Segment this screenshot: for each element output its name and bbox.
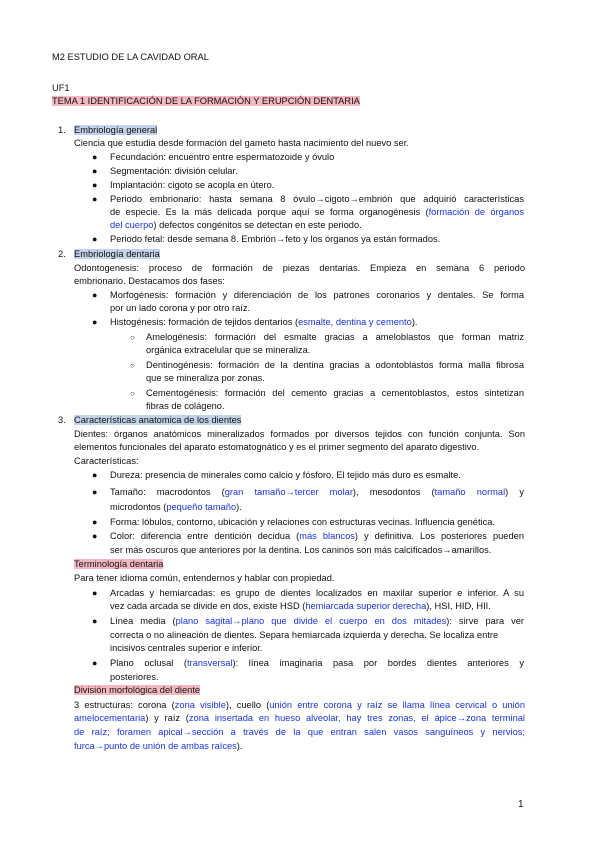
text-run: Línea media ( [110, 616, 176, 626]
division-line2 [74, 712, 525, 725]
section-1-intro: Ciencia que estudia desde formación del gameto hasta nacimiento del nuevo ser. [74, 138, 409, 148]
bullet-icon: ● [92, 317, 98, 327]
text-run: vez cada arcada se divide en dos, existe HSD ( [110, 601, 306, 611]
term-arcadas-line2 [110, 600, 491, 613]
s3-tamano-line1 [110, 486, 524, 499]
s1-item-embrionario-line1: Periodo embrionario: hasta semana 8 óvulo→cigoto→embrión que adquirió características [110, 194, 524, 204]
division-line4 [74, 740, 242, 753]
text-run: Histogénesis: formación de tejidos dentarios ( [110, 317, 299, 327]
note-text: gran tamaño→tercer molar [224, 487, 353, 497]
note-text: zona insertada en hueso alveolar, hay tres zonas, el ápice→zona terminal [188, 713, 525, 723]
s1-item-embrionario-line3 [110, 219, 362, 232]
bullet-icon: ● [92, 588, 98, 598]
bullet-icon: ● [92, 531, 98, 541]
note-text: furca→punto de unión de ambas raíces [74, 741, 237, 751]
text-run: ) y definitiva. Los posteriores pueden [354, 531, 524, 541]
text-run: ), HSI, HID, HII. [426, 601, 491, 611]
s3-paragraph-line3: Características: [74, 456, 139, 466]
note-text: hemiarcada superior derecha [305, 601, 427, 611]
text-run: ): línea imaginaria pasa por bordes dientes anteriores y [232, 658, 524, 668]
text-run: microdontos ( [110, 502, 167, 512]
s2-paragraph-line1: Odontogenesis: proceso de formación de piezas dentarias. Empieza en semana 6 periodo [74, 263, 525, 273]
tema-heading [52, 95, 360, 108]
bullet-icon: ● [92, 234, 98, 244]
text-run: Color: diferencia entre dentición decidua ( [110, 531, 300, 541]
s3-paragraph-line2: elementos funcionales del aparato estomatognático y es el primer segmento del aparato digestivo. [74, 442, 480, 452]
bullet-icon: ● [92, 194, 98, 204]
s3-color-line2: ser más oscuros que anteriores por la dentina. Los caninos son más calcificados→amarillos. [110, 545, 492, 555]
note-text: esmalte, dentina y cemento [298, 317, 412, 327]
term-arcadas-line1: Arcadas y hemiarcadas: es grupo de dientes localizados en maxilar superior e inferior. A su [110, 588, 524, 598]
section-1-number: 1. [58, 125, 66, 135]
note-text: transversal [187, 658, 233, 668]
section-2-number: 2. [58, 249, 66, 259]
s3-forma: Forma: lóbulos, contorno, ubicación y relaciones con estructuras vecinas. Influencia genética. [110, 517, 495, 527]
term-linea-media-line2: correcta o no alineación de dientes. Separa hemiarcada izquierda y derecha. Se localiza entre [110, 630, 499, 640]
course-title: M2 ESTUDIO DE LA CAVIDAD ORAL [52, 52, 209, 62]
section-2-heading-text: Embriología dentaria [74, 249, 160, 259]
note-text: unión entre corona y raíz se llama línea cervical o unión [269, 700, 526, 710]
bullet-icon: ● [92, 166, 98, 176]
term-plano-oclusal-line1 [110, 657, 524, 670]
section-2-heading [74, 248, 160, 261]
note-text: plano sagital→plano que divide el cuerpo en dos mitades [175, 616, 447, 626]
section-1-heading-text: Embriología general [74, 125, 158, 135]
s2-histogenesis [110, 316, 418, 329]
terminologia-heading [74, 558, 163, 571]
s2-dentinogenesis-line2: que se mineraliza por zonas. [146, 373, 265, 383]
section-3-heading [74, 414, 241, 427]
text-run: ) defectos congénitos se detectan en este periodo. [153, 220, 362, 230]
bullet-icon: ● [92, 616, 98, 626]
s2-morfogenesis-line2: por un lado corona y por otro raíz. [110, 303, 251, 313]
s1-item-fecundacion: Fecundación: encuentro entre espermatozoide y óvulo [110, 152, 335, 162]
note-text: tamaño normal [434, 487, 506, 497]
bullet-icon: ● [92, 180, 98, 190]
text-run: ). [411, 317, 418, 327]
division-line3 [74, 726, 525, 739]
s2-cementogenesis-line2: fibras de colágeno. [146, 401, 225, 411]
term-linea-media-line3: incisivos centrales superior e inferior. [110, 643, 263, 653]
bullet-icon: ● [92, 470, 98, 480]
bullet-icon: ● [92, 658, 98, 668]
bullet-icon: ● [92, 517, 98, 527]
note-text: más blancos [299, 531, 355, 541]
terminologia-heading-text: Terminología dentaria [74, 559, 164, 569]
text-run: ). [236, 741, 243, 751]
page-number: 1 [518, 799, 524, 810]
s2-dentinogenesis-line1: Dentinogénesis: formación de la dentina gracias a odontoblastos forma malla fibrosa [146, 360, 524, 370]
bullet-icon: ● [92, 290, 98, 300]
s2-paragraph-line2: embrionario. Destacamos dos fases: [74, 276, 225, 286]
bullet-icon: ● [92, 487, 98, 497]
s1-item-implantacion: Implantación: cigoto se acopla en útero. [110, 180, 275, 190]
note-text: zona visible [174, 700, 226, 710]
term-plano-oclusal-line2: posteriores. [110, 672, 159, 682]
s3-color-line1 [110, 530, 524, 543]
circle-bullet-icon: ○ [130, 333, 135, 342]
text-run: ) y [505, 487, 525, 497]
term-linea-media-line1 [110, 615, 524, 628]
text-run: Tamaño: macrodontos ( [110, 487, 225, 497]
s1-item-fetal: Periodo fetal: desde semana 8. Embrión→feto y los órganos ya están formados. [110, 234, 441, 244]
s1-item-embrionario-line2 [110, 206, 524, 219]
tema-heading-text: TEMA 1 IDENTIFICACIÓN DE LA FORMACIÓN Y ERUPCIÓN DENTARIA [52, 96, 360, 106]
s3-tamano-line2 [110, 501, 242, 514]
note-text: amelocementaria [74, 713, 146, 723]
section-3-heading-text: Características anatomica de los dientes [74, 415, 242, 425]
division-heading [74, 684, 200, 697]
s2-cementogenesis-line1: Cementogénesis: formación del cemento gracias a cementoblastos, estos sintetizan [146, 388, 524, 398]
circle-bullet-icon: ○ [130, 361, 135, 370]
note-text: del cuerpo [110, 220, 154, 230]
s3-paragraph-line1: Dientes: órganos anatómicos mineralizados formados por diversos tejidos con función conjunta. Son [74, 429, 525, 439]
section-1-heading [74, 124, 157, 137]
s2-morfogenesis-line1: Morfogénesis: formación y diferenciación de los patrones coronarios y dentales. Se forma [110, 290, 524, 300]
text-run: 3 estructuras: corona ( [74, 700, 175, 710]
bullet-icon: ● [92, 152, 98, 162]
circle-bullet-icon: ○ [130, 389, 135, 398]
division-line1 [74, 699, 525, 712]
text-run: Plano oclusal ( [110, 658, 188, 668]
uf-label: UF1 [52, 83, 70, 93]
text-run: ): sirve para ver [446, 616, 524, 626]
text-run: ), mesodontos ( [352, 487, 435, 497]
s1-item-segmentacion: Segmentación: división celular. [110, 166, 238, 176]
division-heading-text: División morfológica del diente [74, 685, 201, 695]
s2-amelogenesis-line1: Amelogénesis: formación del esmalte gracias a ameloblastos que forman matriz [146, 332, 524, 342]
note-text: formación de órganos [428, 207, 524, 217]
note-text: pequeño tamaño [166, 502, 237, 512]
terminologia-intro: Para tener idioma común, entendernos y hablar con propiedad. [74, 573, 335, 583]
text-run: ), cuello ( [225, 700, 270, 710]
text-run: de especie. Es la más delicada porque aquí se forma organogénesis ( [110, 207, 429, 217]
note-text: de raíz; foramen apical→sección a través de la que entran salen vasos sanguíneos y nervios; [74, 727, 525, 737]
text-run: ). [236, 502, 242, 512]
s2-amelogenesis-line2: orgánica extracelular que se mineraliza. [146, 345, 311, 355]
text-run: ) y raíz ( [145, 713, 189, 723]
s3-dureza: Dureza: presencia de minerales como calcio y fósforo. El tejido más duro es esmalte. [110, 470, 461, 480]
section-3-number: 3. [58, 415, 66, 425]
